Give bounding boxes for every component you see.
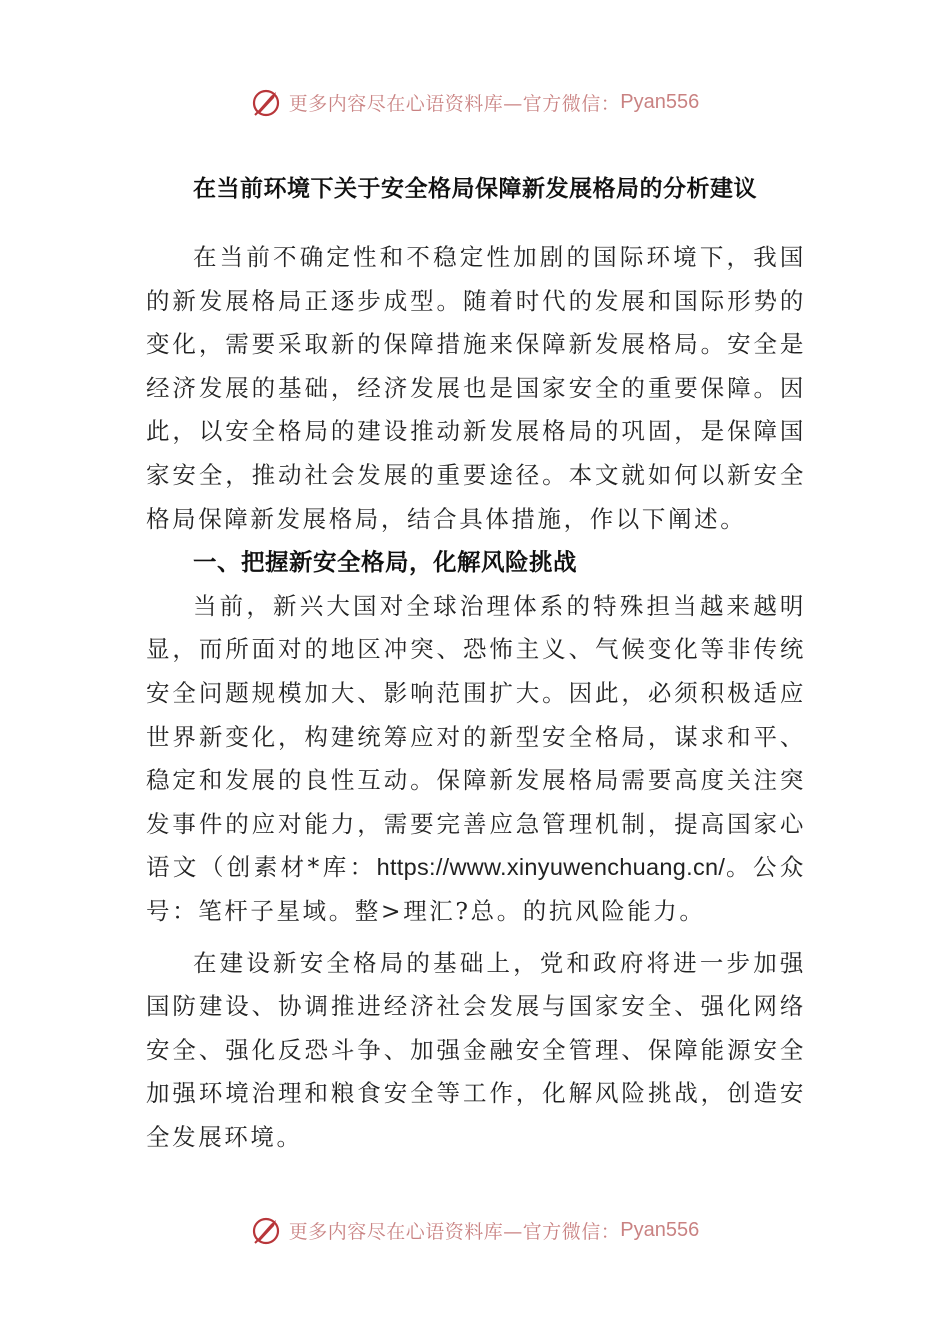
section-heading-1: 一、把握新安全格局，化解风险挑战 — [193, 548, 577, 577]
footer-banner-text: 更多内容尽在心语资料库—官方微信： — [288, 1220, 621, 1243]
document-title: 在当前环境下关于安全格局保障新发展格局的分析建议 — [193, 176, 757, 202]
header-banner — [0, 82, 950, 122]
document-body — [146, 236, 806, 1159]
website-link[interactable]: https://www.xinyuwenchuang.cn/ — [376, 854, 726, 881]
paragraph-gap — [146, 934, 806, 942]
section1-paragraph-1 — [146, 585, 806, 934]
pen-logo-icon — [251, 86, 283, 118]
section1-paragraph-1-text-a: 当前，新兴大国对全球治理体系的特殊担当越来越明显，而所面对的地区冲突、恐怖主义、气候变化等非传统安全问题规模加大、影响范围扩大。因此，必须积极适应世界新变化，构建统筹应对的新型安全格局，谋求和平、稳定和发展的良性互动。保障新发展格局需要高度关注突发事件的应对能力，需要完善应急管理机制，提高国家心语文（创素材*库： — [146, 591, 806, 882]
intro-paragraph: 在当前不确定性和不稳定性加剧的国际环境下，我国的新发展格局正逐步成型。随着时代的发展和国际形势的变化，需要采取新的保障措施来保障新发展格局。安全是经济发展的基础，经济发展也是国家安全的重要保障。因此，以安全格局的建设推动新发展格局的巩固，是保障国家安全，推动社会发展的重要途径。本文就如何以新安全格局保障新发展格局，结合具体措施，作以下阐述。 — [146, 243, 806, 533]
header-banner-text: 更多内容尽在心语资料库—官方微信： — [288, 92, 621, 115]
header-banner-id: Pyan556 — [620, 90, 700, 113]
section1-paragraph-1-text-b: 。公众号：笔杆子星域。整>理汇?总。的抗风险能力。 — [146, 853, 806, 925]
section1-paragraph-2: 在建设新安全格局的基础上，党和政府将进一步加强国防建设、协调推进经济社会发展与国家安全、强化网络安全、强化反恐斗争、加强金融安全管理、保障能源安全加强环境治理和粮食安全等工作，化解风险挑战，创造安全发展环境。 — [146, 948, 806, 1151]
footer-banner-id: Pyan556 — [620, 1218, 700, 1241]
footer-banner — [0, 1210, 950, 1250]
pen-logo-icon — [251, 1214, 283, 1246]
